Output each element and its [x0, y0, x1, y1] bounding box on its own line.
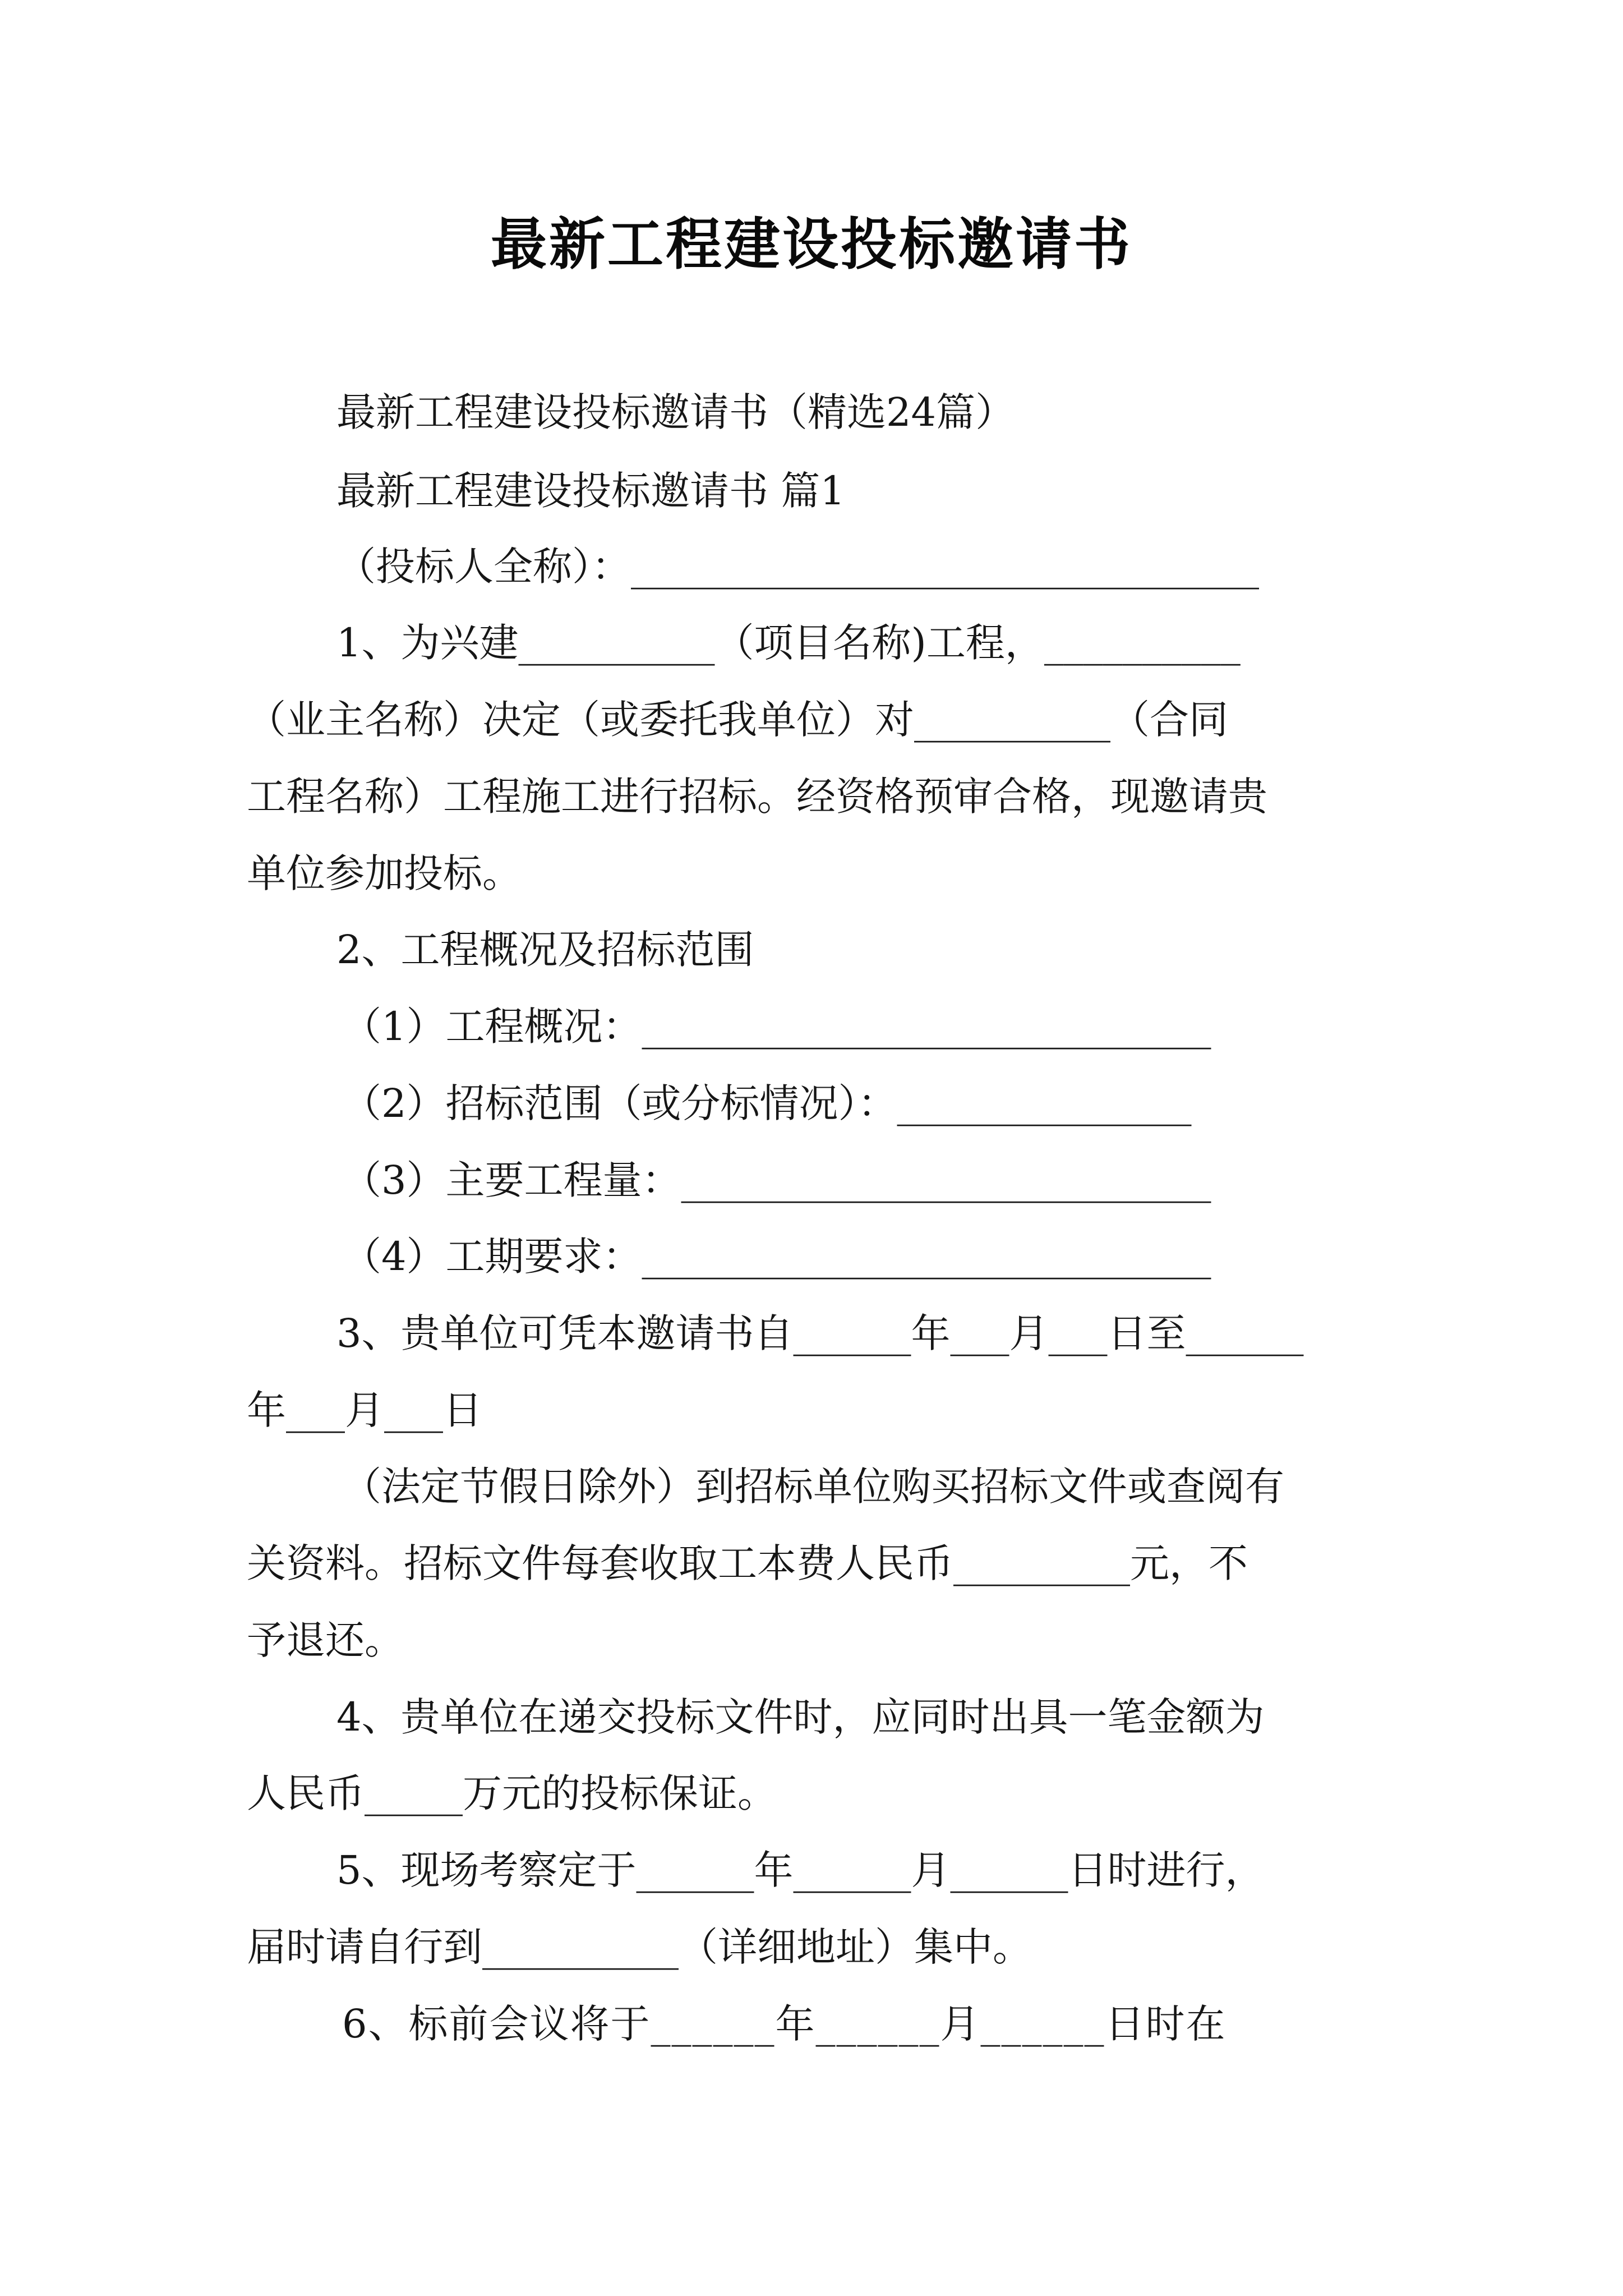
paragraph-heading: 2、工程概况及招标范围: [336, 927, 754, 973]
paragraph-line: （法定节假日除外）到招标单位购买招标文件或查阅有: [342, 1464, 1284, 1510]
list-item-line: （4）工期要求：_____________________________: [342, 1234, 1211, 1280]
paragraph-line: 人民币_____万元的投标保证。: [247, 1770, 777, 1816]
paragraph-line: 单位参加投标。: [247, 850, 522, 896]
list-item-line: （1）工程概况：_____________________________: [342, 1004, 1211, 1050]
paragraph-line: 工程名称）工程施工进行招标。经资格预审合格，现邀请贵: [247, 774, 1267, 820]
document-title: 最新工程建设投标邀请书: [491, 211, 1132, 277]
list-item-line: （3）主要工程量：___________________________: [342, 1157, 1211, 1203]
paragraph-line: 4、贵单位在递交投标文件时，应同时出具一笔金额为: [336, 1694, 1265, 1740]
paragraph-line: 届时请自行到__________（详细地址）集中。: [247, 1924, 1032, 1970]
paragraph-line: 年___月___日: [247, 1387, 482, 1433]
paragraph-line: （业主名称）决定（或委托我单位）对__________（合同: [247, 697, 1228, 743]
paragraph-line: 1、为兴建__________（项目名称)工程，__________: [336, 620, 1241, 666]
paragraph-line: 6、标前会议将于______年______月______日时在: [342, 2001, 1227, 2047]
collection-subtitle: 最新工程建设投标邀请书（精选24篇）: [336, 389, 1015, 435]
paragraph-line: 5、现场考察定于______年______月______日时进行，: [336, 1847, 1265, 1893]
salutation-line: （投标人全称）：________________________________: [336, 544, 1259, 590]
paragraph-line: 予退还。: [247, 1617, 404, 1663]
paragraph-line: 3、贵单位可凭本邀请书自______年___月___日至______: [336, 1310, 1304, 1356]
paragraph-line: 关资料。招标文件每套收取工本费人民币_________元，不: [247, 1540, 1248, 1586]
section-heading: 最新工程建设投标邀请书 篇1: [336, 468, 845, 514]
list-item-line: （2）招标范围（或分标情况）：_______________: [342, 1080, 1192, 1126]
